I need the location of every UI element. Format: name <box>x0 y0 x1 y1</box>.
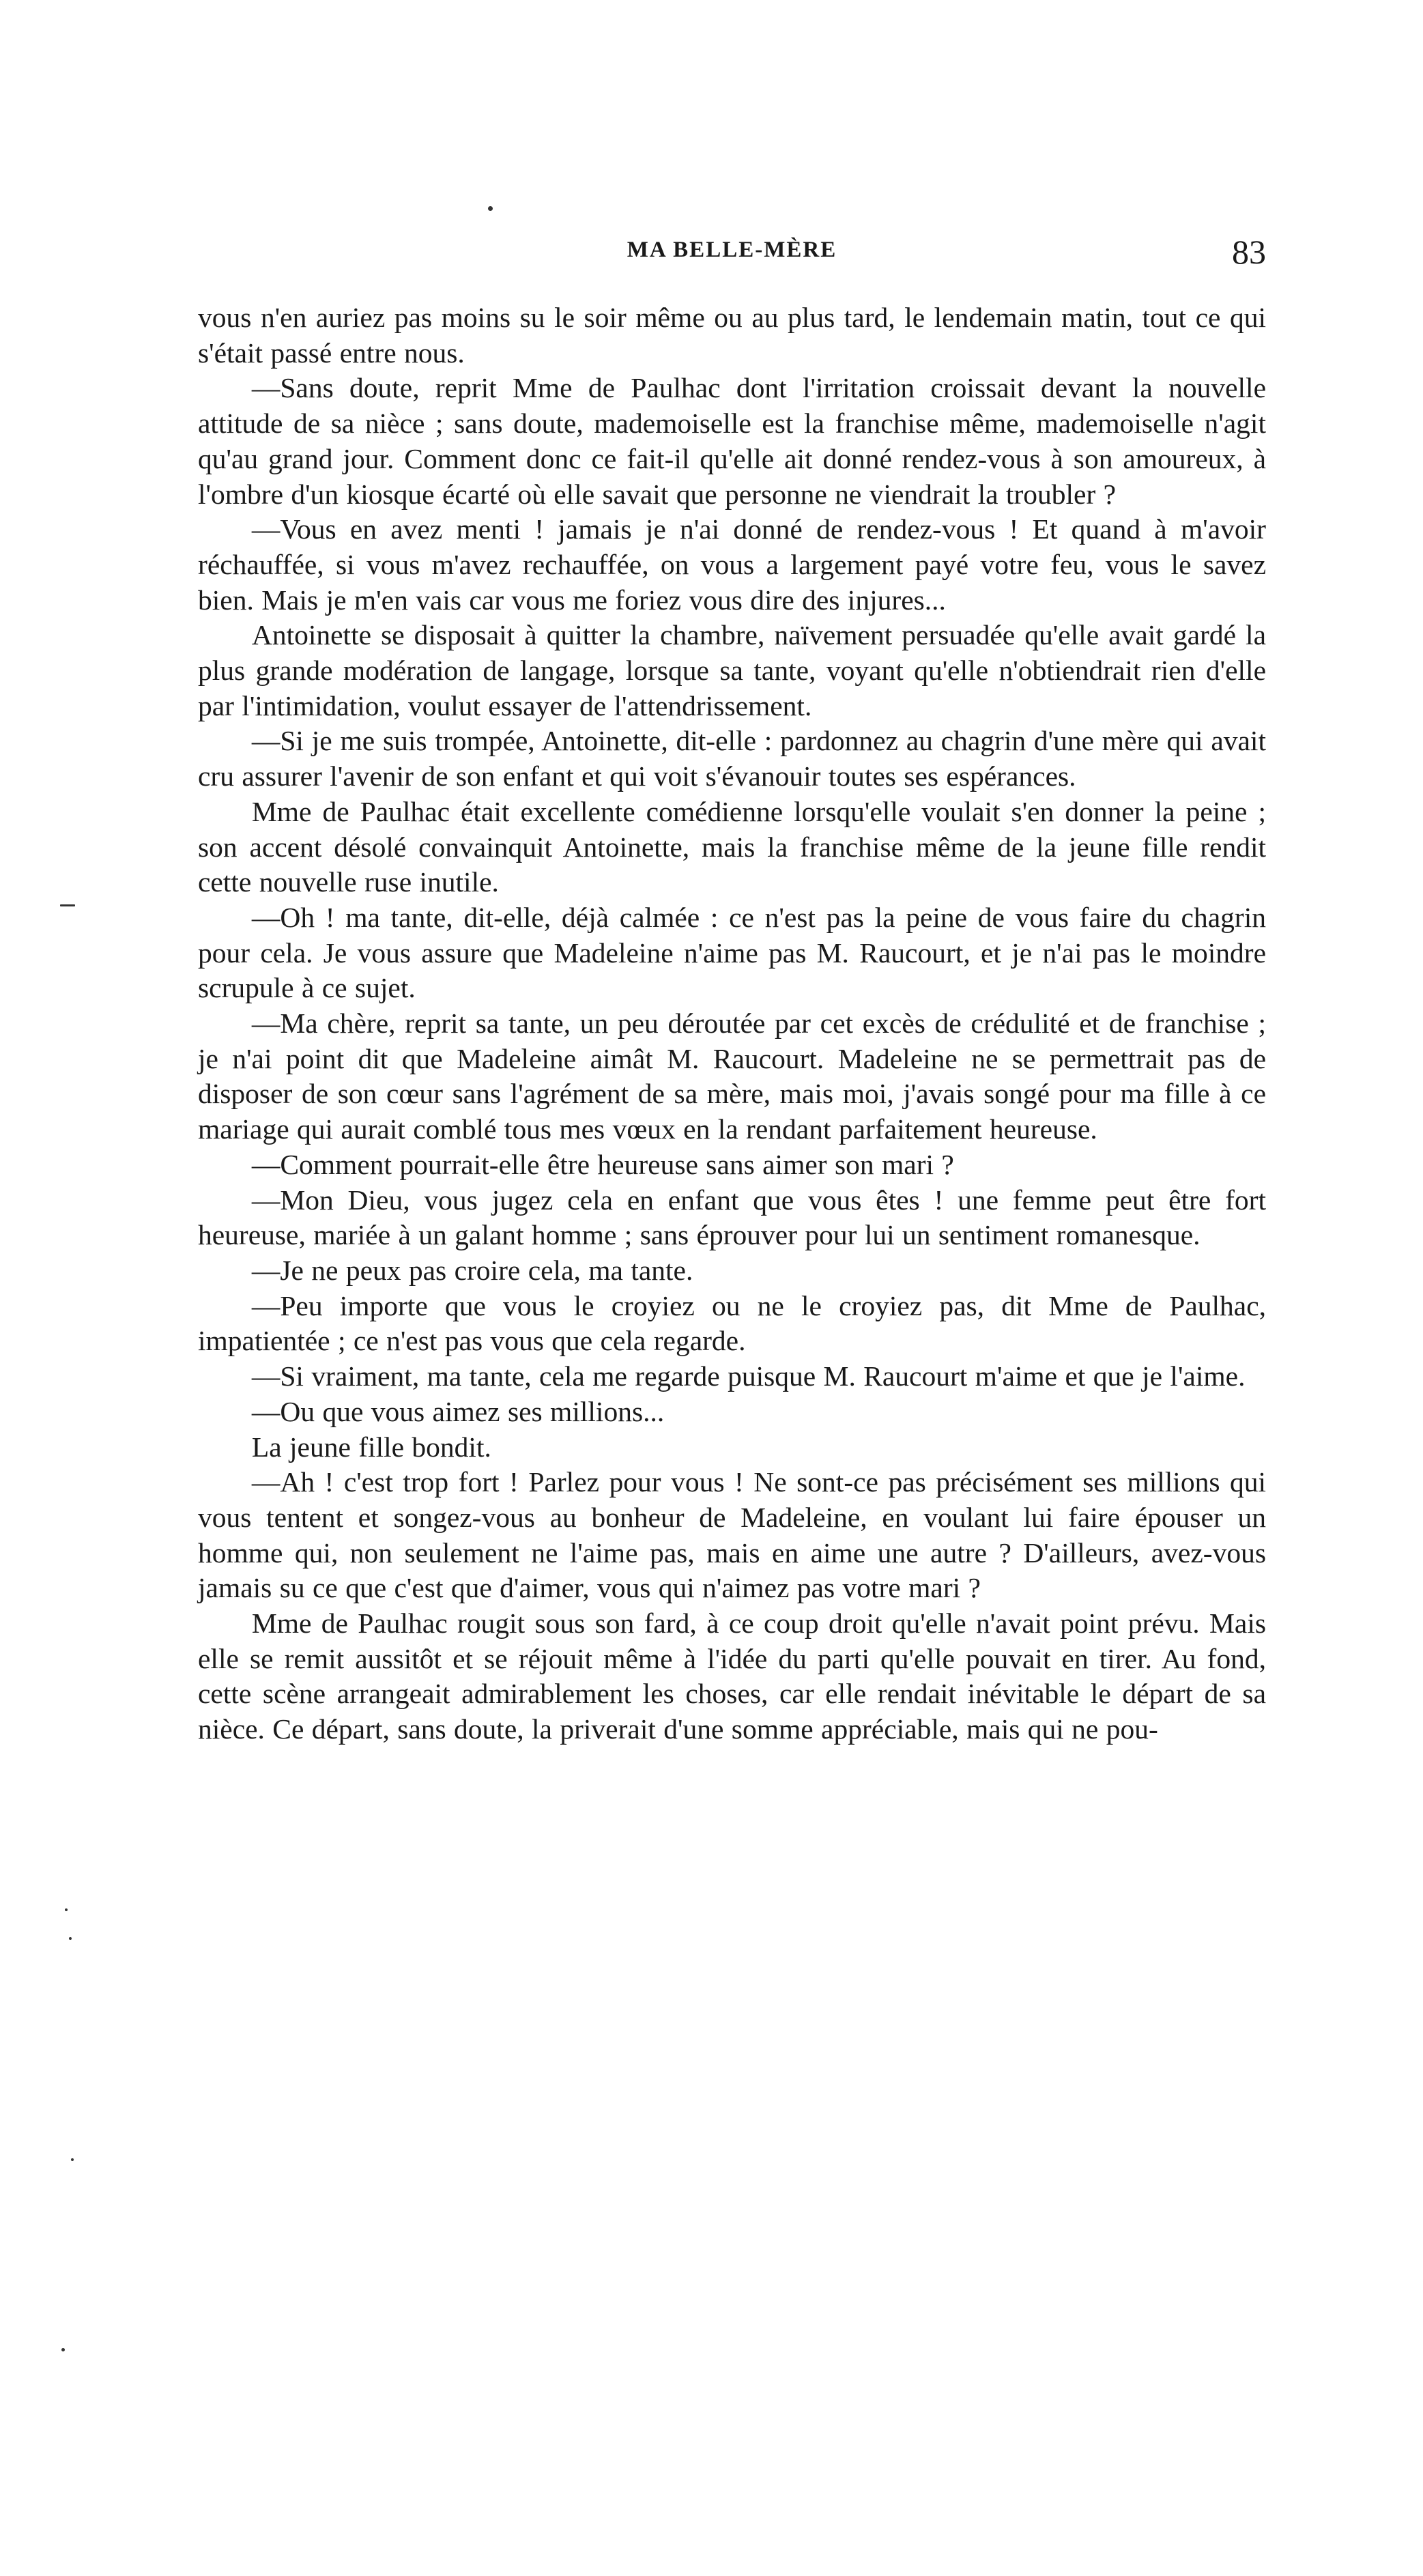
body-text <box>198 300 1266 1747</box>
paragraph: —Comment pourrait-elle être heureuse sans aimer son mari ? <box>251 1148 954 1180</box>
paragraph: —Vous en avez menti ! jamais je n'ai donné de rendez-vous ! Et quand à m'avoir réchauffée, si vous m'avez rechauffée, on vous a largement payé votre feu, vous le savez bien. Mais je m'en vais car vous me foriez vous dire des injures... <box>198 513 1266 616</box>
paragraph: —Ma chère, reprit sa tante, un peu déroutée par cet excès de crédulité et de franchise ; je n'ai point dit que Madeleine aimât M. Raucourt. Madeleine ne se permettrait pas de disposer de son cœur sans l'agrément de sa mère, mais moi, j'avais songé pour ma fille à ce mariage qui aurait comblé tous mes vœux en la rendant parfaitement heureuse. <box>198 1007 1266 1145</box>
paragraph: —Si vraiment, ma tante, cela me regarde puisque M. Raucourt m'aime et que je l'aime. <box>251 1360 1246 1392</box>
paragraph: —Mon Dieu, vous jugez cela en enfant que vous êtes ! une femme peut être fort heureuse, mariée à un galant homme ; sans éprouver pour lui un sentiment romanesque. <box>198 1184 1266 1251</box>
paragraph: —Ah ! c'est trop fort ! Parlez pour vous ! Ne sont-ce pas précisément ses millions qui vous tentent et songez-vous au bonheur de Madeleine, en voulant lui faire épouser un homme qui, non seulement ne l'aime pas, mais en aime une autre ? D'ailleurs, avez-vous jamais su ce que c'est que d'aimer, vous qui n'aimez pas votre mari ? <box>198 1466 1266 1604</box>
page-number: 83 <box>1232 233 1266 271</box>
print-speck <box>60 904 75 906</box>
print-speck <box>71 2158 74 2161</box>
page-header <box>198 232 1266 287</box>
print-speck <box>69 1937 72 1940</box>
print-speck <box>65 1908 68 1911</box>
running-title: MA BELLE-MÈRE <box>627 238 837 262</box>
print-speck <box>488 206 493 211</box>
paragraph: Mme de Paulhac était excellente comédienne lorsqu'elle voulait s'en donner la peine ; son accent désolé convainquit Antoinette, mais la franchise même de la jeune fille rendit cette nouvelle ruse inutile. <box>198 795 1266 898</box>
paragraph: La jeune fille bondit. <box>251 1431 491 1463</box>
paragraph: —Oh ! ma tante, dit-elle, déjà calmée : ce n'est pas la peine de vous faire du chagrin pour cela. Je vous assure que Madeleine n'aime pas M. Raucourt, et je n'ai pas le moindre scrupule à ce sujet. <box>198 901 1266 1004</box>
paragraph: —Ou que vous aimez ses millions... <box>251 1395 665 1427</box>
print-speck <box>61 2348 65 2351</box>
paragraph: —Je ne peux pas croire cela, ma tante. <box>251 1254 693 1286</box>
paragraph: —Sans doute, reprit Mme de Paulhac dont l'irritation croissait devant la nouvelle attitude de sa nièce ; sans doute, mademoiselle est la franchise même, mademoiselle n'agit qu'au grand jour. Comment donc ce fait-il qu'elle ait donné rendez-vous à son amoureux, à l'ombre d'un kiosque écarté où elle savait que personne ne viendrait la troubler ? <box>198 372 1266 510</box>
paragraph: Mme de Paulhac rougit sous son fard, à ce coup droit qu'elle n'avait point prévu. Mais elle se remit aussitôt et se réjouit même à l'idée du parti qu'elle pouvait en tirer. Au fond, cette scène arrangeait admirablement les choses, car elle rendait inévitable le départ de sa nièce. Ce départ, sans doute, la priverait d'une somme appréciable, mais qui ne pou- <box>198 1607 1266 1745</box>
paragraph: vous n'en auriez pas moins su le soir même ou au plus tard, le lendemain matin, tout ce qui s'était passé entre nous. <box>198 302 1266 369</box>
paragraph: —Si je me suis trompée, Antoinette, dit-elle : pardonnez au chagrin d'une mère qui avait cru assurer l'avenir de son enfant et qui voit s'évanouir toutes ses espérances. <box>198 725 1266 792</box>
paragraph: —Peu importe que vous le croyiez ou ne le croyiez pas, dit Mme de Paulhac, impatientée ; ce n'est pas vous que cela regarde. <box>198 1289 1266 1357</box>
paragraph: Antoinette se disposait à quitter la chambre, naïvement persuadée qu'elle avait gardé la plus grande modération de langage, lorsque sa tante, voyant qu'elle n'obtiendrait rien d'elle par l'intimidation, voulut essayer de l'attendrissement. <box>198 619 1266 721</box>
